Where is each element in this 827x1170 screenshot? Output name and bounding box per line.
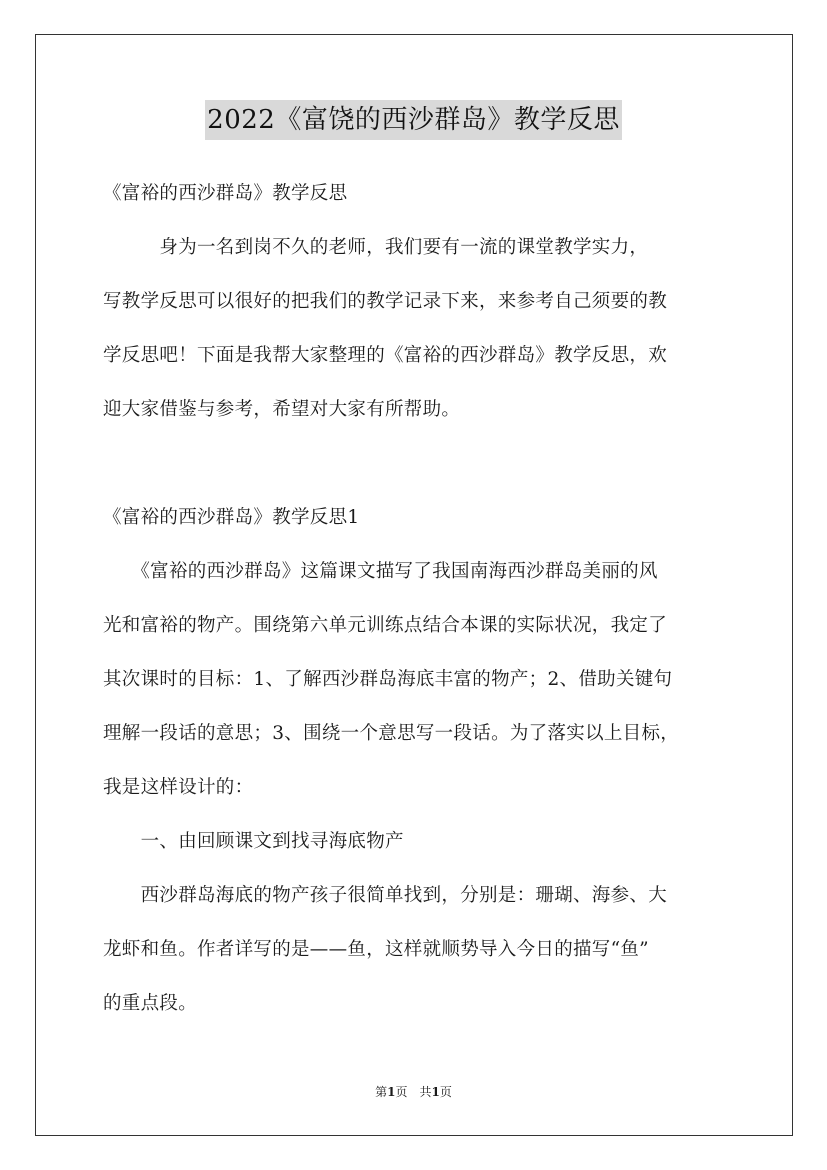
body-line: 的重点段。	[103, 993, 198, 1014]
body-line: 其次课时的目标：1、了解西沙群岛海底丰富的物产；2、借助关键句	[103, 669, 673, 690]
footer-page-mid: 页 共	[395, 1085, 432, 1099]
footer-page-current: 1	[387, 1085, 396, 1099]
body-line: 身为一名到岗不久的老师，我们要有一流的课堂教学实力，	[103, 237, 649, 258]
body-line: 我是这样设计的：	[103, 777, 254, 798]
title-container	[0, 100, 827, 140]
body-line: 龙虾和鱼。作者详写的是——鱼，这样就顺势导入今日的描写“鱼”	[103, 939, 649, 960]
body-line: 写教学反思可以很好的把我们的教学记录下来，来参考自己须要的教	[103, 291, 668, 312]
body-line: 《富裕的西沙群岛》这篇课文描写了我国南海西沙群岛美丽的风	[103, 561, 658, 582]
footer-page-total: 1	[431, 1085, 440, 1099]
body-line: 一、由回顾课文到找寻海底物产	[103, 831, 404, 852]
page-footer	[0, 1083, 827, 1101]
body-line: 西沙群岛海底的物产孩子很简单找到，分别是：珊瑚、海参、大	[103, 885, 668, 906]
section-heading: 《富裕的西沙群岛》教学反思1	[103, 507, 360, 528]
body-line: 学反思吧！下面是我帮大家整理的《富裕的西沙群岛》教学反思，欢	[103, 345, 668, 366]
footer-page-prefix: 第	[375, 1085, 388, 1099]
subtitle-line: 《富裕的西沙群岛》教学反思	[103, 183, 348, 204]
body-line: 理解一段话的意思；3、围绕一个意思写一段话。为了落实以上目标，	[103, 723, 680, 744]
body-line: 迎大家借鉴与参考，希望对大家有所帮助。	[103, 399, 461, 420]
body-line: 光和富裕的物产。围绕第六单元训练点结合本课的实际状况，我定了	[103, 615, 668, 636]
footer-page-suffix: 页	[439, 1085, 452, 1099]
document-title: 2022《富饶的西沙群岛》教学反思	[205, 100, 622, 140]
